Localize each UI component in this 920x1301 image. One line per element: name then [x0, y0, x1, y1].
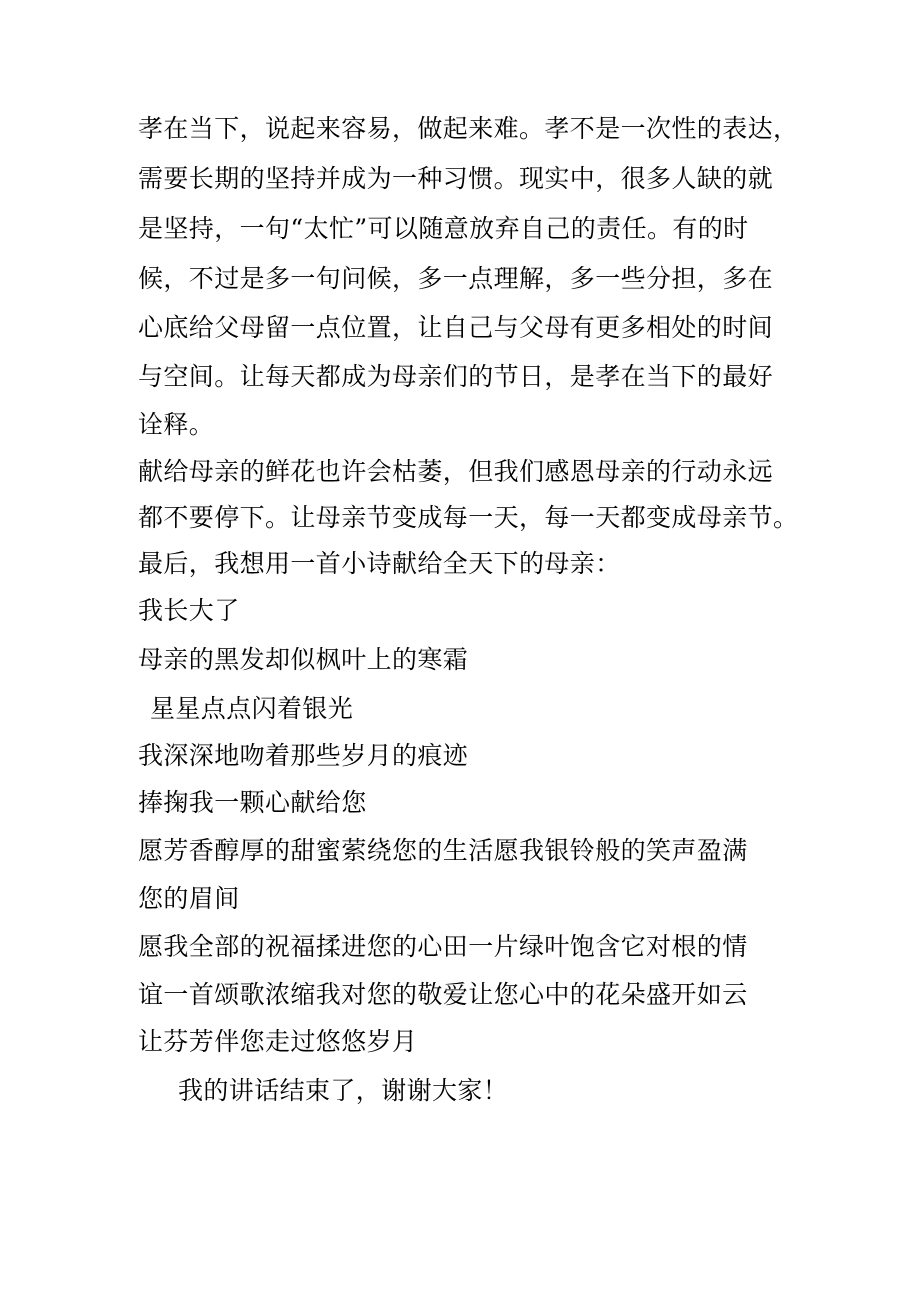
paragraph-2-line-1: 献给母亲的鲜花也许会枯萎，但我们感恩母亲的行动永远	[138, 457, 774, 486]
poem-line-1: 我长大了	[138, 596, 240, 625]
poem-line-6: 愿芳香醇厚的甜蜜萦绕您的生活愿我银铃般的笑声盈满	[138, 836, 748, 865]
poem-line-9: 谊一首颂歌浓缩我对您的敬爱让您心中的花朵盛开如云	[138, 980, 748, 1009]
poem-line-10: 让芬芳伴您走过悠悠岁月	[138, 1027, 418, 1056]
poem-line-8: 愿我全部的祝福揉进您的心田一片绿叶饱含它对根的情	[138, 932, 748, 961]
closing-line: 我的讲话结束了，谢谢大家！	[178, 1076, 509, 1105]
paragraph-1-line-5: 心底给父母留一点位置，让自己与父母有更多相处的时间	[138, 313, 774, 342]
poem-line-3: 星星点点闪着银光	[150, 694, 354, 723]
poem-line-2: 母亲的黑发却似枫叶上的寒霜	[138, 645, 469, 674]
paragraph-1-line-4: 候，不过是多一句问候，多一点理解，多一些分担，多在	[138, 264, 774, 293]
poem-intro: 最后，我想用一首小诗献给全天下的母亲：	[138, 549, 621, 578]
poem-line-4: 我深深地吻着那些岁月的痕迹	[138, 741, 469, 770]
paragraph-1-line-3: 是坚持，一句“太忙”可以随意放弃自己的责任。有的时	[138, 214, 749, 243]
paragraph-1-line-2: 需要长期的坚持并成为一种习惯。现实中，很多人缺的就	[138, 164, 774, 193]
paragraph-1-line-7: 诠释。	[138, 410, 215, 439]
poem-line-7: 您的眉间	[138, 884, 240, 913]
paragraph-1-line-6: 与空间。让每天都成为母亲们的节日，是孝在当下的最好	[138, 362, 774, 391]
paragraph-1-line-1: 孝在当下，说起来容易，做起来难。孝不是一次性的表达，	[138, 114, 799, 143]
paragraph-2-line-2: 都不要停下。让母亲节变成每一天，每一天都变成母亲节。	[138, 503, 799, 532]
poem-line-5: 捧掬我一颗心献给您	[138, 788, 367, 817]
